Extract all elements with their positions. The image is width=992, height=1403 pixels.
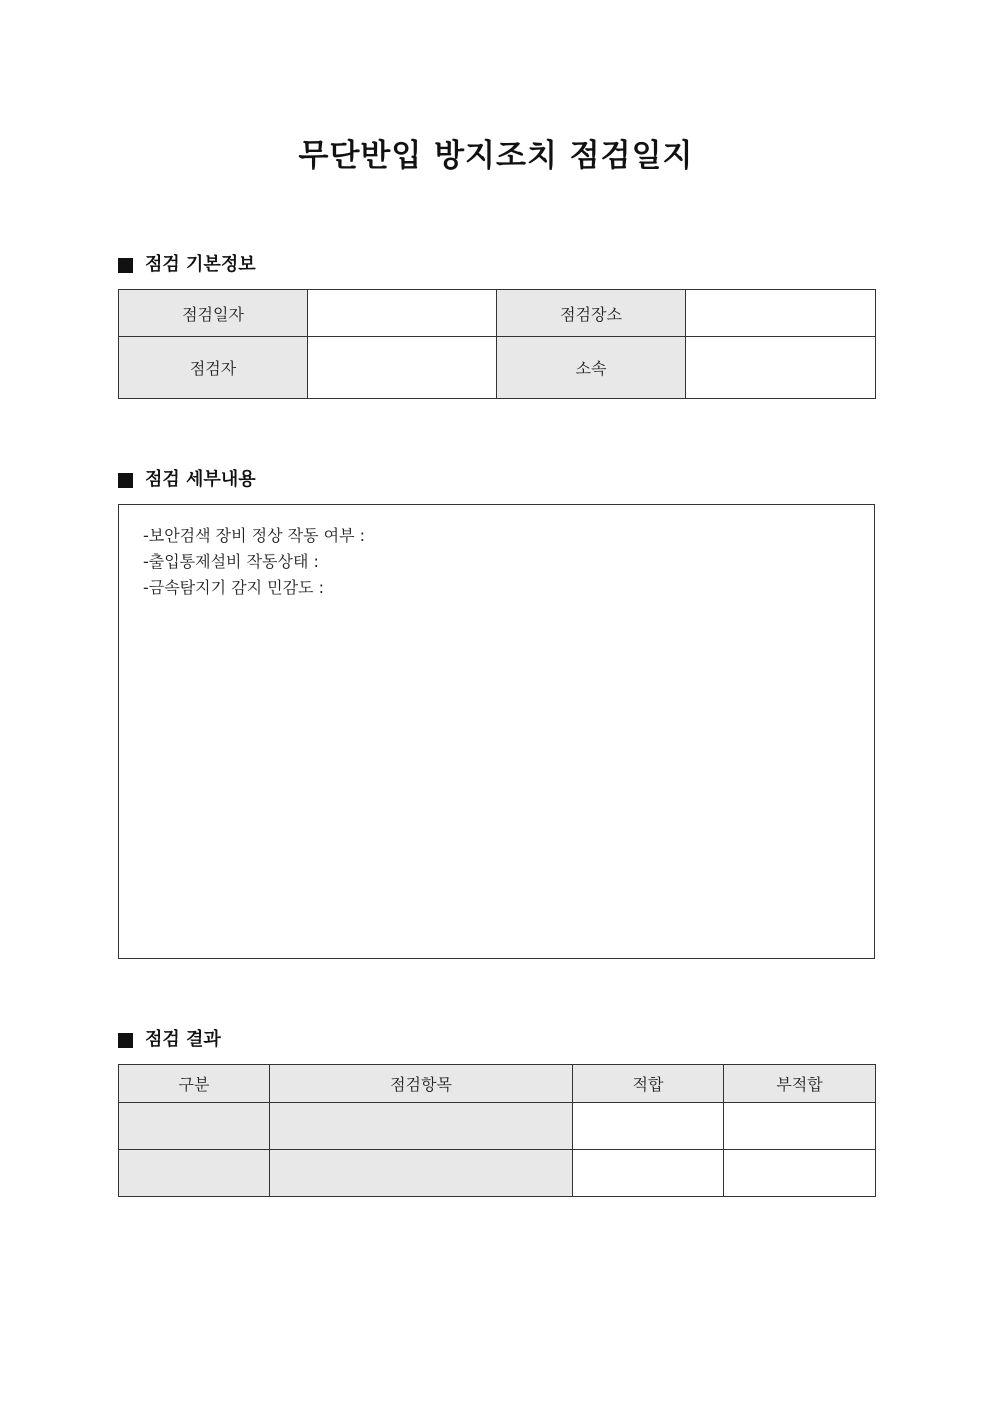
black-square-icon (118, 1033, 133, 1048)
section-heading-details (118, 467, 256, 493)
results-table (118, 1064, 876, 1197)
fail-cell[interactable] (724, 1150, 876, 1197)
inspector-field[interactable] (308, 337, 497, 399)
item-cell[interactable] (270, 1103, 573, 1150)
inspector-label: 점검자 (119, 337, 308, 399)
section-heading-label: 점검 결과 (145, 1029, 221, 1050)
pass-cell[interactable] (573, 1150, 724, 1197)
section-heading-results (118, 1027, 221, 1053)
column-header-pass: 적합 (573, 1065, 724, 1103)
affiliation-label: 소속 (497, 337, 686, 399)
date-field[interactable] (308, 290, 497, 337)
column-header-fail: 부적합 (724, 1065, 876, 1103)
black-square-icon (118, 258, 133, 273)
fail-cell[interactable] (724, 1103, 876, 1150)
detail-item-metal-detector: -금속탐지기 감지 민감도 : (143, 578, 324, 597)
table-row (119, 1150, 876, 1197)
location-field[interactable] (686, 290, 876, 337)
table-header-row (119, 1065, 876, 1103)
category-cell[interactable] (119, 1103, 270, 1150)
detail-item-security-equipment: -보안검색 장비 정상 작동 여부 : (143, 526, 366, 545)
item-cell[interactable] (270, 1150, 573, 1197)
basic-info-table (118, 289, 876, 399)
table-row (119, 1103, 876, 1150)
section-heading-label: 점검 세부내용 (145, 469, 256, 490)
table-row (119, 337, 876, 399)
details-box[interactable] (118, 504, 875, 959)
detail-item-access-control: -출입통제설비 작동상태 : (143, 552, 319, 571)
location-label: 점검장소 (497, 290, 686, 337)
document-title: 무단반입 방지조치 점검일지 (298, 138, 694, 174)
black-square-icon (118, 473, 133, 488)
pass-cell[interactable] (573, 1103, 724, 1150)
section-heading-basic-info (118, 252, 256, 278)
section-heading-label: 점검 기본정보 (145, 254, 256, 275)
column-header-item: 점검항목 (270, 1065, 573, 1103)
category-cell[interactable] (119, 1150, 270, 1197)
column-header-category: 구분 (119, 1065, 270, 1103)
affiliation-field[interactable] (686, 337, 876, 399)
details-list (143, 523, 365, 601)
table-row (119, 290, 876, 337)
date-label: 점검일자 (119, 290, 308, 337)
